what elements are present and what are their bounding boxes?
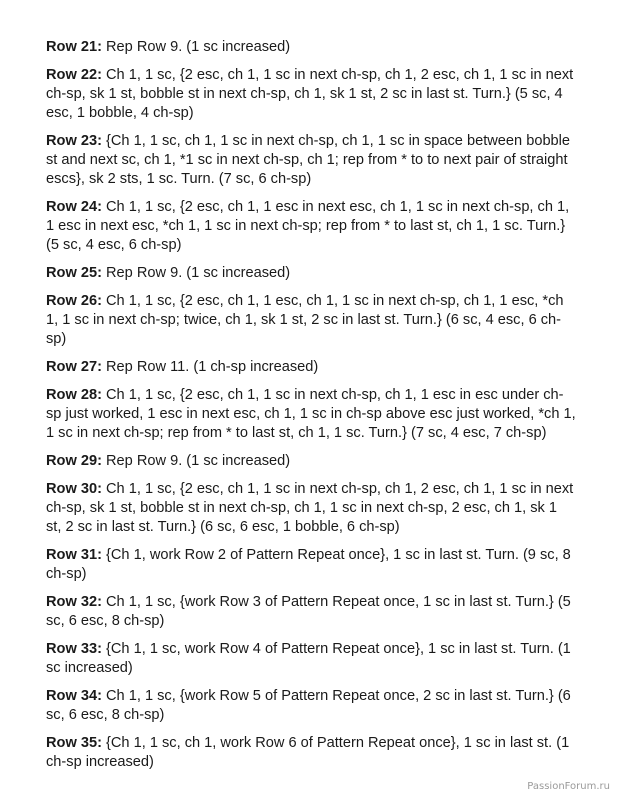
row-label: Row 25: [46, 265, 102, 281]
row-35 [46, 734, 576, 772]
row-label: Row 26: [46, 293, 102, 309]
row-label: Row 23: [46, 133, 102, 149]
row-31 [46, 546, 576, 584]
row-34 [46, 687, 576, 725]
row-23 [46, 132, 576, 189]
row-29 [46, 452, 576, 471]
row-26 [46, 292, 576, 349]
row-32 [46, 593, 576, 631]
pattern-instructions [46, 38, 576, 781]
row-21 [46, 38, 576, 57]
row-label: Row 31: [46, 547, 102, 563]
row-text: Ch 1, 1 sc, {2 esc, ch 1, 1 esc, ch 1, 1 sc in next ch-sp, ch 1, 1 esc, *ch 1, 1 sc in next ch-sp; twice, ch 1, sk 1 st, 2 sc in last st. Turn.} (6 sc, 4 esc, 6 ch-sp) [46, 293, 564, 347]
row-label: Row 29: [46, 453, 102, 469]
row-text: {Ch 1, 1 sc, work Row 4 of Pattern Repeat once}, 1 sc in last st. Turn. (1 sc increased) [46, 641, 571, 676]
row-text: Ch 1, 1 sc, {2 esc, ch 1, 1 esc in next esc, ch 1, 1 sc in next ch-sp, ch 1, 1 esc in next esc, *ch 1, 1 sc in next ch-sp; rep from * to last st, ch 1, 1 sc. Turn.} (5 sc, 4 esc, 6 ch-sp) [46, 199, 570, 253]
row-text: Rep Row 11. (1 ch-sp increased) [101, 359, 319, 375]
row-label: Row 30: [46, 481, 102, 497]
row-30 [46, 480, 576, 537]
row-text: Rep Row 9. (1 sc increased) [101, 453, 291, 469]
row-22 [46, 66, 576, 123]
row-label: Row 35: [46, 735, 102, 751]
row-label: Row 22: [46, 67, 102, 83]
row-label: Row 27: [46, 359, 102, 375]
row-label: Row 34: [46, 688, 102, 704]
row-text: Rep Row 9. (1 sc increased) [101, 265, 291, 281]
row-25 [46, 264, 576, 283]
watermark: PassionForum.ru [527, 781, 610, 792]
row-label: Row 33: [46, 641, 102, 657]
row-text: Ch 1, 1 sc, {2 esc, ch 1, 1 sc in next ch-sp, ch 1, 1 esc in esc under ch-sp just worked, 1 esc in next esc, ch 1, 1 sc in ch-sp above esc just worked, *ch 1, 1 sc in next ch-sp; rep from * to last st, ch 1, 1 sc. Turn.} (7 sc, 4 esc, 7 ch-sp) [46, 387, 576, 441]
row-text: Ch 1, 1 sc, {work Row 3 of Pattern Repeat once, 1 sc in last st. Turn.} (5 sc, 6 esc, 8 ch-sp) [46, 594, 571, 629]
row-24 [46, 198, 576, 255]
row-text: {Ch 1, 1 sc, ch 1, work Row 6 of Pattern Repeat once}, 1 sc in last st. (1 ch-sp increased) [46, 735, 570, 770]
row-label: Row 28: [46, 387, 102, 403]
row-text: Rep Row 9. (1 sc increased) [101, 39, 291, 55]
row-text: {Ch 1, 1 sc, ch 1, 1 sc in next ch-sp, ch 1, 1 sc in space between bobble st and next sc, ch 1, *1 sc in next ch-sp, ch 1; rep from * to to next pair of straight escs}, sk 2 sts, 1 sc. Turn. (7 sc, 6 ch-sp) [46, 133, 571, 187]
row-label: Row 32: [46, 594, 102, 610]
row-text: Ch 1, 1 sc, {2 esc, ch 1, 1 sc in next ch-sp, ch 1, 2 esc, ch 1, 1 sc in next ch-sp, sk 1 st, bobble st in next ch-sp, ch 1, sk 1 st, 2 sc in last st. Turn.} (5 sc, 4 esc, 1 bobble, 4 ch-sp) [46, 67, 574, 121]
row-28 [46, 386, 576, 443]
row-text: Ch 1, 1 sc, {work Row 5 of Pattern Repeat once, 2 sc in last st. Turn.} (6 sc, 6 esc, 8 ch-sp) [46, 688, 571, 723]
row-text: {Ch 1, work Row 2 of Pattern Repeat once}, 1 sc in last st. Turn. (9 sc, 8 ch-sp) [46, 547, 571, 582]
row-label: Row 24: [46, 199, 102, 215]
row-33 [46, 640, 576, 678]
row-label: Row 21: [46, 39, 102, 55]
row-text: Ch 1, 1 sc, {2 esc, ch 1, 1 sc in next ch-sp, ch 1, 2 esc, ch 1, 1 sc in next ch-sp, sk 1 st, bobble st in next ch-sp, ch 1, 1 sc in next ch-sp, 2 esc, ch 1, sk 1 st, 2 sc in last st. Turn.} (6 sc, 6 esc, 1 bobble, 6 ch-sp) [46, 481, 574, 535]
row-27 [46, 358, 576, 377]
